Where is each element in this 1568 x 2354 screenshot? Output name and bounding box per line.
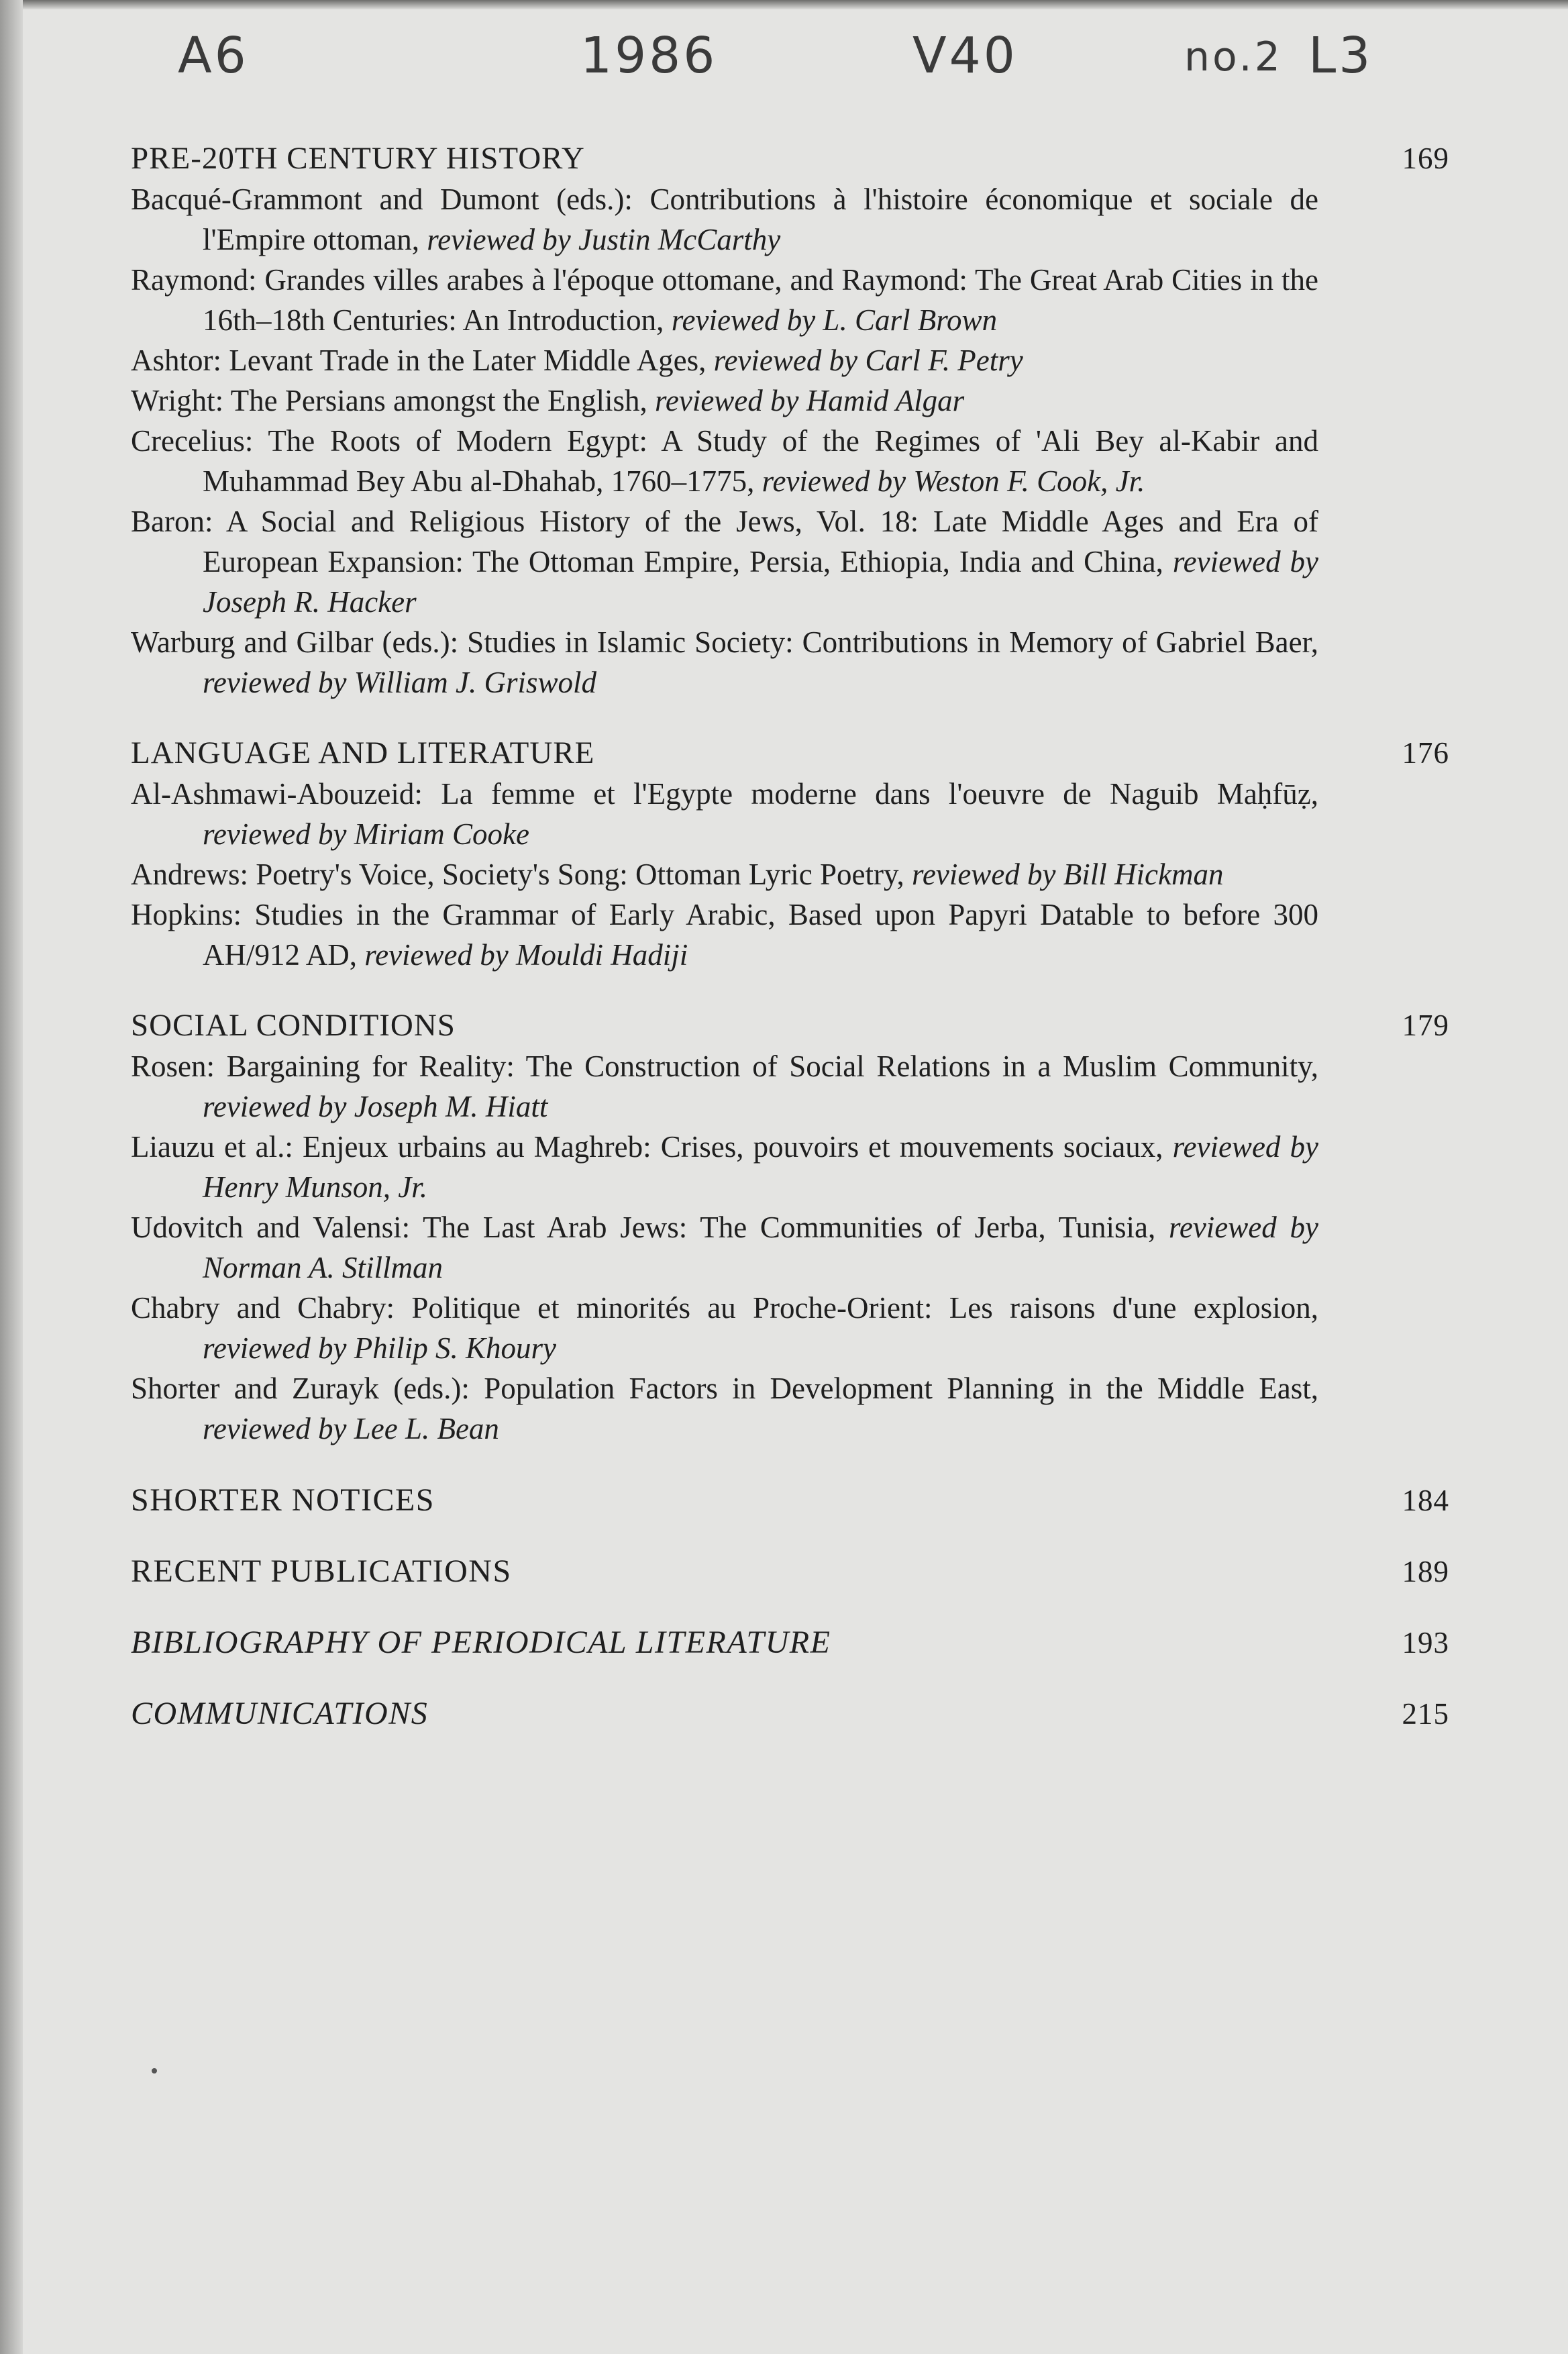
handwritten-note: no.2	[1184, 34, 1283, 81]
entry-reviewer: reviewed by Hamid Algar	[655, 384, 965, 417]
section-heading	[131, 1549, 1449, 1594]
toc-entry	[131, 854, 1449, 894]
section-heading	[131, 138, 1449, 179]
entry-reviewer: reviewed by Bill Hickman	[912, 858, 1224, 891]
entry-reviewer: reviewed by Miriam Cooke	[203, 817, 529, 851]
section-heading	[131, 1692, 1449, 1736]
toc-entry	[131, 774, 1449, 854]
section-heading	[131, 732, 1449, 774]
toc-section-communications	[131, 1692, 1449, 1736]
page-number: 176	[1402, 736, 1449, 770]
toc-section-recent-publications	[131, 1549, 1449, 1594]
toc-entry	[131, 622, 1449, 703]
entry-reviewer: reviewed by Mouldi Hadiji	[364, 938, 688, 972]
page-number: 193	[1402, 1626, 1449, 1659]
toc-entry	[131, 1046, 1449, 1127]
page-top-edge	[0, 0, 1568, 9]
toc-entry	[131, 340, 1449, 380]
entry-title: Chabry and Chabry: Politique et minorités au Proche-Orient: Les raisons d'une explosion,	[131, 1291, 1318, 1325]
entry-title: Udovitch and Valensi: The Last Arab Jews: The Communities of Jerba, Tunisia,	[131, 1211, 1156, 1244]
handwritten-note: V40	[912, 27, 1018, 85]
section-title: COMMUNICATIONS	[131, 1696, 429, 1731]
toc-section-social-conditions	[131, 1005, 1449, 1449]
page-number: 184	[1402, 1484, 1449, 1517]
section-title: BIBLIOGRAPHY OF PERIODICAL LITERATURE	[131, 1625, 831, 1660]
toc-entry	[131, 894, 1449, 975]
toc-entry	[131, 1368, 1449, 1449]
entry-reviewer: reviewed by Carl F. Petry	[713, 344, 1023, 377]
toc-entry	[131, 1127, 1449, 1207]
entry-reviewer: reviewed by Joseph R. Hacker	[203, 545, 1319, 619]
handwritten-note: 1986	[580, 27, 718, 85]
entry-title: Liauzu et al.: Enjeux urbains au Maghreb: Crises, pouvoirs et mouvements sociaux,	[131, 1130, 1163, 1164]
entry-title: Bacqué-Grammont and Dumont (eds.): Contributions à l'histoire économique et sociale de l'Empire ottoman,	[131, 183, 1318, 256]
toc-entry	[131, 501, 1449, 622]
toc-section-bibliography	[131, 1621, 1449, 1665]
page-number: 179	[1402, 1009, 1449, 1042]
page-number: 215	[1402, 1697, 1449, 1731]
toc-section-language-and-literature	[131, 732, 1449, 975]
entry-reviewer: reviewed by Justin McCarthy	[427, 223, 781, 256]
handwritten-note: L3	[1308, 27, 1373, 85]
toc-entry	[131, 1288, 1449, 1368]
entry-title: Rosen: Bargaining for Reality: The Construction of Social Relations in a Muslim Community,	[131, 1050, 1318, 1083]
entry-title: Hopkins: Studies in the Grammar of Early Arabic, Based upon Papyri Datable to before 300 AH/912 AD,	[131, 898, 1318, 972]
toc-entry	[131, 380, 1449, 421]
section-title: SHORTER NOTICES	[131, 1482, 435, 1518]
entry-title: Shorter and Zurayk (eds.): Population Factors in Development Planning in the Middle East,	[131, 1372, 1318, 1405]
section-title: LANGUAGE AND LITERATURE	[131, 735, 595, 770]
entry-reviewer: reviewed by Norman A. Stillman	[203, 1211, 1318, 1284]
section-heading	[131, 1478, 1449, 1523]
toc-section-pre-20th-century-history	[131, 138, 1449, 703]
handwritten-notes	[0, 27, 1568, 101]
entry-reviewer: reviewed by Lee L. Bean	[203, 1412, 499, 1445]
section-title: PRE-20TH CENTURY HISTORY	[131, 141, 585, 176]
section-heading	[131, 1621, 1449, 1665]
toc-entry	[131, 179, 1449, 260]
toc-entry	[131, 421, 1449, 501]
entry-reviewer: reviewed by Philip S. Khoury	[203, 1331, 556, 1365]
handwritten-note: A6	[178, 27, 249, 85]
page-number: 189	[1402, 1555, 1449, 1588]
entry-title: Warburg and Gilbar (eds.): Studies in Islamic Society: Contributions in Memory of Gabriel Baer,	[131, 625, 1318, 659]
entry-title: Raymond: Grandes villes arabes à l'époque ottomane, and Raymond: The Great Arab Cities in the 16th–18th Centuries: An Introduction,	[131, 263, 1318, 337]
entry-reviewer: reviewed by William J. Griswold	[203, 666, 596, 699]
section-heading	[131, 1005, 1449, 1046]
toc-section-shorter-notices	[131, 1478, 1449, 1523]
entry-title: Baron: A Social and Religious History of the Jews, Vol. 18: Late Middle Ages and Era of European Expansion: The Ottoman Empire, Persia, Ethiopia, India and China,	[131, 505, 1318, 578]
page-number: 169	[1402, 142, 1449, 175]
toc-entry	[131, 1207, 1449, 1288]
page-binding-shadow	[0, 0, 23, 2354]
entry-title: Ashtor: Levant Trade in the Later Middle Ages,	[131, 344, 707, 377]
entry-reviewer: reviewed by Henry Munson, Jr.	[203, 1130, 1319, 1204]
toc-entry	[131, 260, 1449, 340]
entry-title: Al-Ashmawi-Abouzeid: La femme et l'Egypte moderne dans l'oeuvre de Naguib Maḥfūẓ,	[131, 777, 1318, 811]
entry-title: Andrews: Poetry's Voice, Society's Song: Ottoman Lyric Poetry,	[131, 858, 904, 891]
entry-reviewer: reviewed by Weston F. Cook, Jr.	[762, 464, 1145, 498]
entry-title: Wright: The Persians amongst the English,	[131, 384, 647, 417]
entry-reviewer: reviewed by L. Carl Brown	[671, 303, 998, 337]
table-of-contents	[131, 138, 1449, 1763]
entry-title: Crecelius: The Roots of Modern Egypt: A Study of the Regimes of 'Ali Bey al-Kabir and Muhammad Bey Abu al-Dhahab, 1760–1775,	[131, 424, 1318, 498]
paper-speck	[152, 2068, 157, 2074]
entry-reviewer: reviewed by Joseph M. Hiatt	[203, 1090, 548, 1123]
section-title: RECENT PUBLICATIONS	[131, 1553, 512, 1589]
section-title: SOCIAL CONDITIONS	[131, 1008, 456, 1043]
